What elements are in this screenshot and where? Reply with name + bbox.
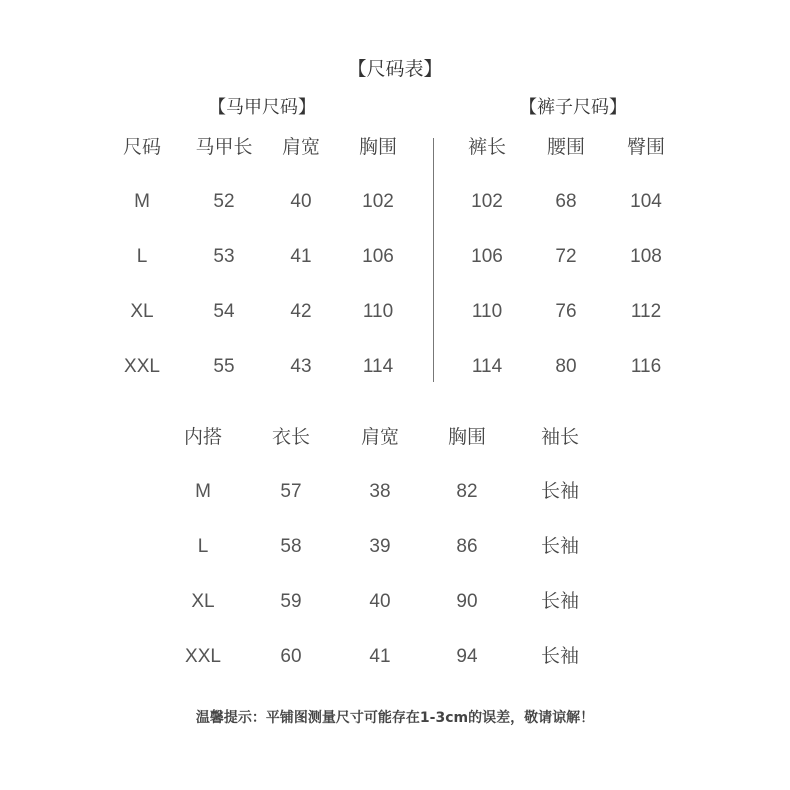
inner-cell: L [197, 536, 209, 557]
vest-cell: L [136, 246, 148, 267]
inner-cell: 41 [369, 646, 391, 667]
pants-cell: 112 [630, 301, 662, 322]
pants-header-hip: 臀围 [626, 136, 666, 158]
pants-cell: 116 [630, 356, 662, 377]
page-title: 【尺码表】 [347, 58, 443, 80]
pants-header-length: 裤长 [467, 136, 507, 158]
table-divider [433, 138, 434, 382]
inner-cell: XL [191, 591, 215, 612]
inner-cell: 长袖 [540, 645, 580, 667]
inner-cell: 长袖 [540, 590, 580, 612]
vest-header-size: 尺码 [122, 136, 162, 158]
inner-header-size: 内搭 [183, 426, 223, 448]
vest-cell: 102 [362, 191, 394, 212]
vest-cell: M [134, 191, 150, 212]
vest-header-chest: 胸围 [358, 136, 398, 158]
inner-header-length: 衣长 [271, 426, 311, 448]
inner-header-chest: 胸围 [447, 426, 487, 448]
pants-cell: 68 [555, 191, 577, 212]
inner-cell: 60 [280, 646, 302, 667]
inner-cell: 长袖 [540, 535, 580, 557]
vest-cell: 52 [213, 191, 235, 212]
pants-cell: 106 [471, 246, 503, 267]
pants-cell: 110 [471, 301, 503, 322]
pants-cell: 102 [471, 191, 503, 212]
vest-header-shoulder: 肩宽 [281, 136, 321, 158]
inner-header-sleeve: 袖长 [540, 426, 580, 448]
measurement-note: 温馨提示：平铺图测量尺寸可能存在1-3cm的误差，敬请谅解！ [195, 710, 595, 726]
inner-cell: 40 [369, 591, 391, 612]
pants-cell: 72 [555, 246, 577, 267]
inner-cell: M [195, 481, 211, 502]
vest-section-title: 【马甲尺码】 [208, 97, 316, 118]
vest-cell: 41 [290, 246, 312, 267]
inner-cell: 58 [280, 536, 302, 557]
pants-cell: 80 [555, 356, 577, 377]
vest-cell: 53 [213, 246, 235, 267]
vest-cell: 55 [213, 356, 235, 377]
inner-cell: XXL [185, 646, 221, 667]
pants-cell: 108 [630, 246, 662, 267]
pants-cell: 104 [630, 191, 662, 212]
pants-cell: 114 [471, 356, 503, 377]
inner-cell: 39 [369, 536, 391, 557]
vest-cell: 114 [362, 356, 394, 377]
inner-cell: 90 [456, 591, 478, 612]
inner-cell: 38 [369, 481, 391, 502]
inner-cell: 94 [456, 646, 478, 667]
inner-cell: 57 [280, 481, 302, 502]
vest-header-length: 马甲长 [195, 136, 253, 158]
pants-header-waist: 腰围 [546, 136, 586, 158]
pants-section-title: 【裤子尺码】 [519, 97, 627, 118]
vest-cell: 106 [362, 246, 394, 267]
vest-cell: XXL [124, 356, 160, 377]
inner-header-shoulder: 肩宽 [360, 426, 400, 448]
vest-cell: XL [130, 301, 154, 322]
pants-cell: 76 [555, 301, 577, 322]
vest-cell: 110 [362, 301, 394, 322]
inner-cell: 59 [280, 591, 302, 612]
inner-cell: 长袖 [540, 480, 580, 502]
inner-cell: 86 [456, 536, 478, 557]
vest-cell: 42 [290, 301, 312, 322]
vest-cell: 43 [290, 356, 312, 377]
vest-cell: 54 [213, 301, 235, 322]
vest-cell: 40 [290, 191, 312, 212]
inner-cell: 82 [456, 481, 478, 502]
